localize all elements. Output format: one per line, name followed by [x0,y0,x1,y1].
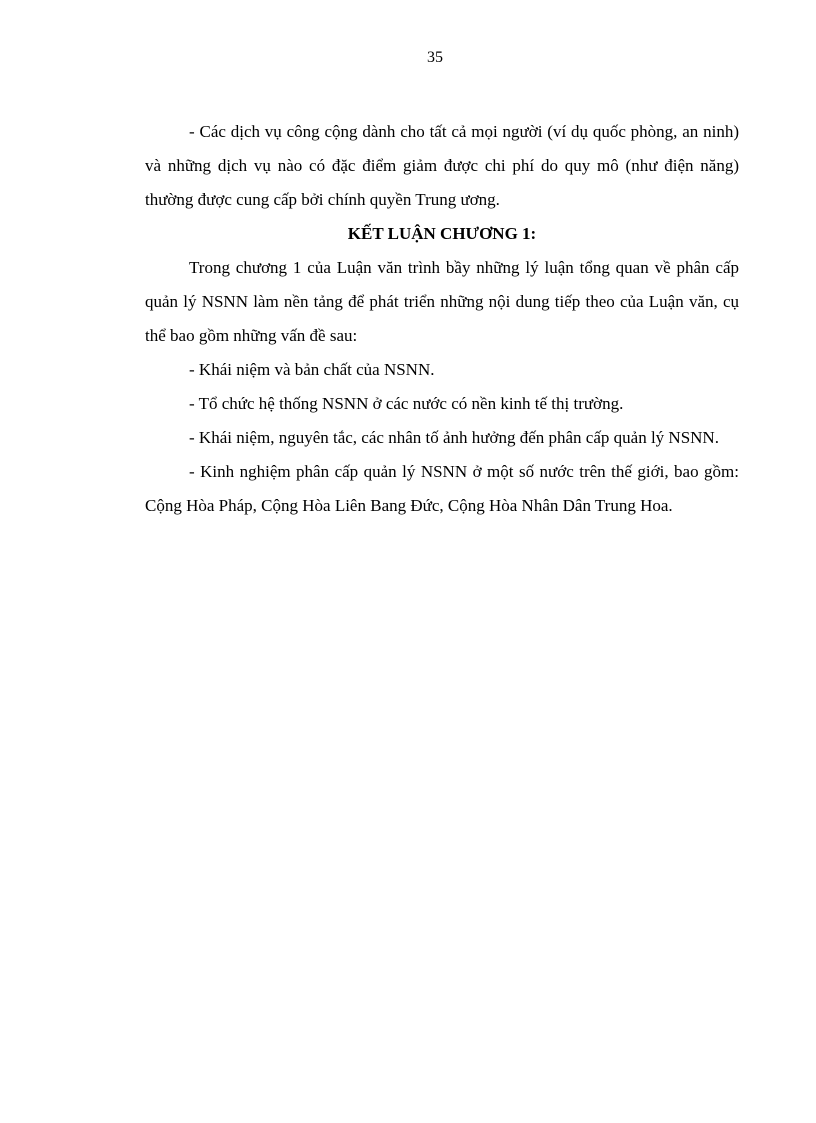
document-body [145,115,739,523]
paragraph-public-services: - Các dịch vụ công cộng dành cho tất cả mọi người (ví dụ quốc phòng, an ninh) và những dịch vụ nào có đặc điểm giảm được chi phí do quy mô (như điện năng) thường được cung cấp bởi chính quyền Trung ương. [145,122,739,209]
paragraph-chapter-summary: Trong chương 1 của Luận văn trình bầy những lý luận tổng quan về phân cấp quản lý NSNN làm nền tảng để phát triển những nội dung tiếp theo của Luận văn, cụ thể bao gồm những vấn đề sau: [145,258,739,345]
list-item-experience: - Kinh nghiệm phân cấp quản lý NSNN ở một số nước trên thế giới, bao gồm: Cộng Hòa Pháp, Cộng Hòa Liên Bang Đức, Cộng Hòa Nhân Dân Trung Hoa. [145,462,739,515]
list-item-organization: - Tổ chức hệ thống NSNN ở các nước có nền kinh tế thị trường. [189,394,624,413]
chapter-conclusion-heading: KẾT LUẬN CHƯƠNG 1: [347,224,537,243]
page-number: 35 [427,49,443,66]
list-item-principles: - Khái niệm, nguyên tắc, các nhân tố ảnh hưởng đến phân cấp quản lý NSNN. [189,428,719,447]
list-item-concept: - Khái niệm và bản chất của NSNN. [189,360,435,379]
